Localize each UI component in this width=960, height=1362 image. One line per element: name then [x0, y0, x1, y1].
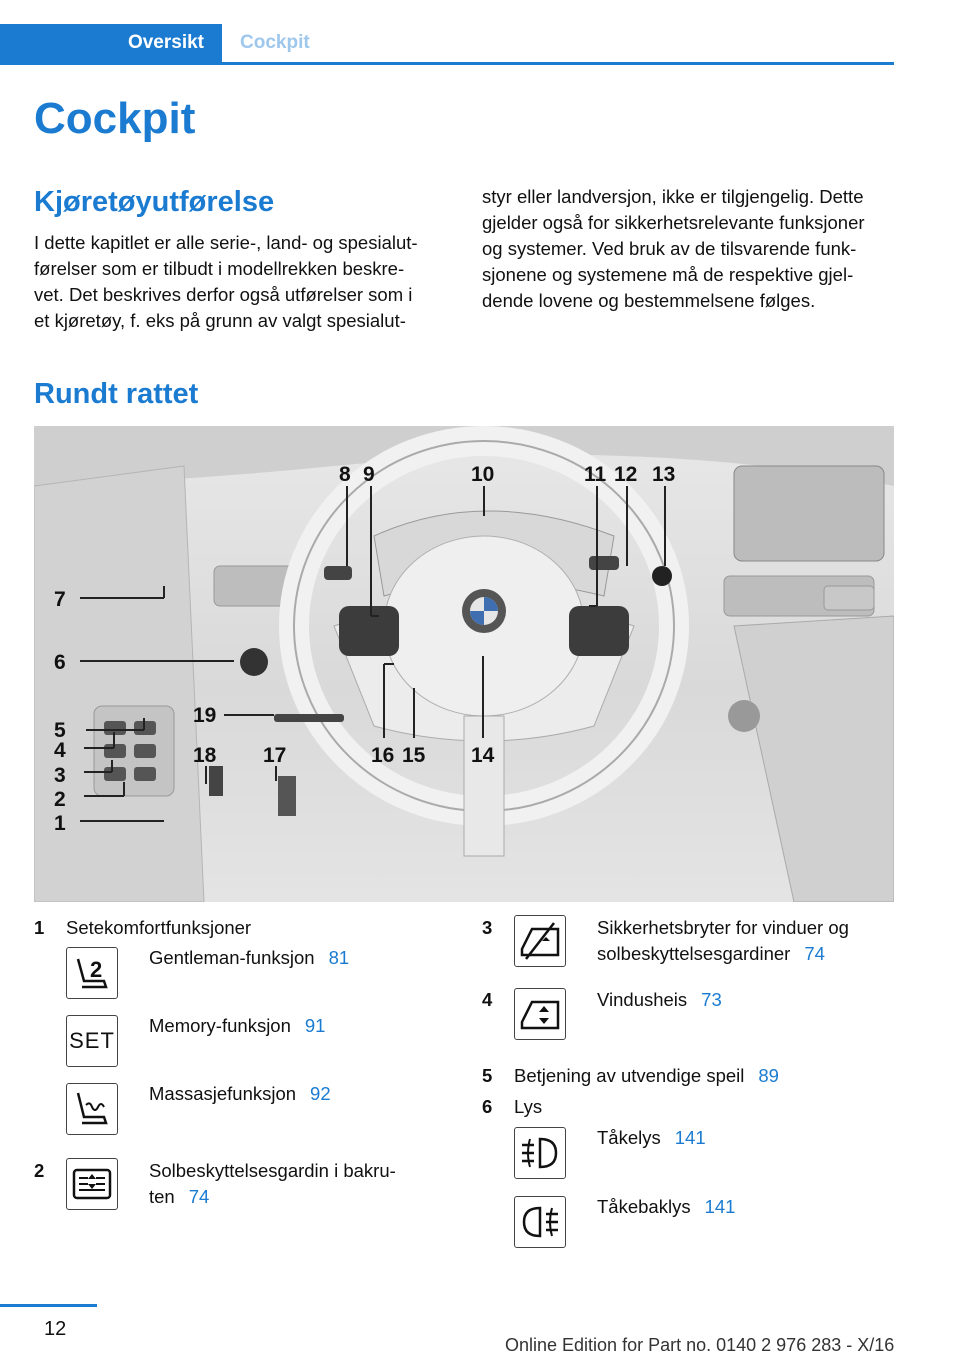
rear-sunblind-icon: [66, 1158, 118, 1210]
sub-label: Tåkebaklys: [597, 1196, 691, 1217]
legend-sub-massage: [149, 1081, 331, 1107]
page-number: 12: [44, 1318, 67, 1340]
text-line: et kjøretøy, f. eks på grunn av valgt spesialut-: [34, 310, 406, 331]
page-title: Cockpit: [34, 94, 196, 143]
legend-label-4: [597, 987, 722, 1013]
legend-num-2: 2: [34, 1160, 45, 1181]
text-line: sjonene og systemene må de respektive gjel-: [482, 264, 854, 285]
text-line: styr eller landversjon, ikke er tilgjengelig. Dette: [482, 186, 864, 207]
sub-label: Gentleman-funksjon: [149, 947, 315, 968]
callout-10: 10: [471, 463, 495, 486]
front-fog-light-icon: [514, 1127, 566, 1179]
callout-16: 16: [371, 744, 395, 767]
legend-sub-front-fog: [597, 1125, 706, 1151]
set-icon: [66, 1015, 118, 1067]
cockpit-drawing: [34, 426, 894, 902]
callout-13: 13: [652, 463, 676, 486]
text-line: vet. Det beskrives derfor også utførelser som i: [34, 284, 413, 305]
page-ref-link[interactable]: 141: [704, 1196, 736, 1217]
text-line: og systemer. Ved bruk av de tilsvarende funk-: [482, 238, 857, 259]
callout-19: 19: [193, 704, 217, 727]
callout-15: 15: [402, 744, 426, 767]
callout-9: 9: [363, 463, 375, 486]
callout-4: 4: [54, 739, 66, 762]
sub-label: Tåkelys: [597, 1127, 661, 1148]
tab-oversikt[interactable]: Oversikt: [0, 24, 222, 62]
callout-17: 17: [263, 744, 287, 767]
label-line: solbeskyttelsesgardiner: [597, 943, 791, 964]
legend-label-1: Setekomfortfunksjoner: [66, 917, 252, 938]
page-ref-link[interactable]: 141: [674, 1127, 706, 1148]
callout-5: 5: [54, 719, 66, 742]
page-ref-link[interactable]: 81: [328, 947, 350, 968]
edition-text: Online Edition for Part no. 0140 2 976 283 - X/16: [505, 1335, 895, 1355]
legend-num-4: 4: [482, 989, 493, 1010]
callout-1: 1: [54, 812, 66, 835]
legend-num-3: 3: [482, 917, 493, 938]
window-lock-icon: [514, 915, 566, 967]
legend-num-1: 1: [34, 917, 45, 938]
set-icon-text: SET: [69, 1028, 115, 1053]
label-line: Solbeskyttelsesgardin i bakru-: [149, 1160, 396, 1181]
page-ref-link[interactable]: 74: [188, 1186, 210, 1207]
page-ref-link[interactable]: 89: [758, 1065, 779, 1086]
text-line: dende lovene og bestemmelsene følges.: [482, 290, 816, 311]
callout-8: 8: [339, 463, 351, 486]
label-line: ten: [149, 1186, 175, 1207]
text-line: førelser som er tilbudt i modellrekken beskre-: [34, 258, 405, 279]
legend-sub-memory: [149, 1013, 325, 1039]
page-ref-link[interactable]: 74: [804, 943, 825, 964]
legend-label-5: [514, 1063, 779, 1089]
window-lift-icon: [514, 988, 566, 1040]
callout-2: 2: [54, 788, 66, 811]
page-ref-link[interactable]: 92: [310, 1083, 331, 1104]
intro-right-column: [482, 184, 902, 314]
tab-cockpit[interactable]: Cockpit: [240, 32, 310, 53]
footer-rule: [0, 1304, 97, 1307]
sub-label: Memory-funksjon: [149, 1015, 291, 1036]
gentleman-seat-icon: [66, 947, 118, 999]
svg-text:2: 2: [90, 957, 103, 982]
sub-label: Massasjefunksjon: [149, 1083, 297, 1104]
label-text: Vindusheis: [597, 989, 688, 1010]
callout-7: 7: [54, 588, 66, 611]
legend-num-6: 6: [482, 1096, 493, 1117]
label-line: Sikkerhetsbryter for vinduer og: [597, 917, 849, 938]
callout-6: 6: [54, 651, 66, 674]
callout-11: 11: [584, 463, 607, 486]
label-text: Betjening av utvendige speil: [514, 1065, 745, 1086]
massage-seat-icon: [66, 1083, 118, 1135]
callout-3: 3: [54, 764, 66, 787]
section-heading-vehicle-version: Kjøretøyutførelse: [34, 186, 275, 218]
text-line: I dette kapitlet er alle serie-, land- og spesialut-: [34, 232, 418, 253]
legend-label-3: [597, 915, 849, 967]
legend-label-2: [149, 1158, 396, 1210]
legend-label-6: Lys: [514, 1096, 543, 1117]
page-ref-link[interactable]: 73: [701, 989, 722, 1010]
callout-12: 12: [614, 463, 638, 486]
text-line: gjelder også for sikkerhetsrelevante funksjoner: [482, 212, 865, 233]
legend-num-5: 5: [482, 1065, 493, 1086]
legend-sub-rear-fog: [597, 1194, 735, 1220]
rear-fog-light-icon: [514, 1196, 566, 1248]
callout-14: 14: [471, 744, 495, 767]
cockpit-illustration: [34, 426, 894, 902]
page-ref-link[interactable]: 91: [304, 1015, 326, 1036]
callout-18: 18: [193, 744, 217, 767]
legend-sub-gentleman: [149, 945, 349, 971]
section-heading-around-wheel: Rundt rattet: [34, 378, 199, 410]
intro-left-column: [34, 230, 454, 334]
